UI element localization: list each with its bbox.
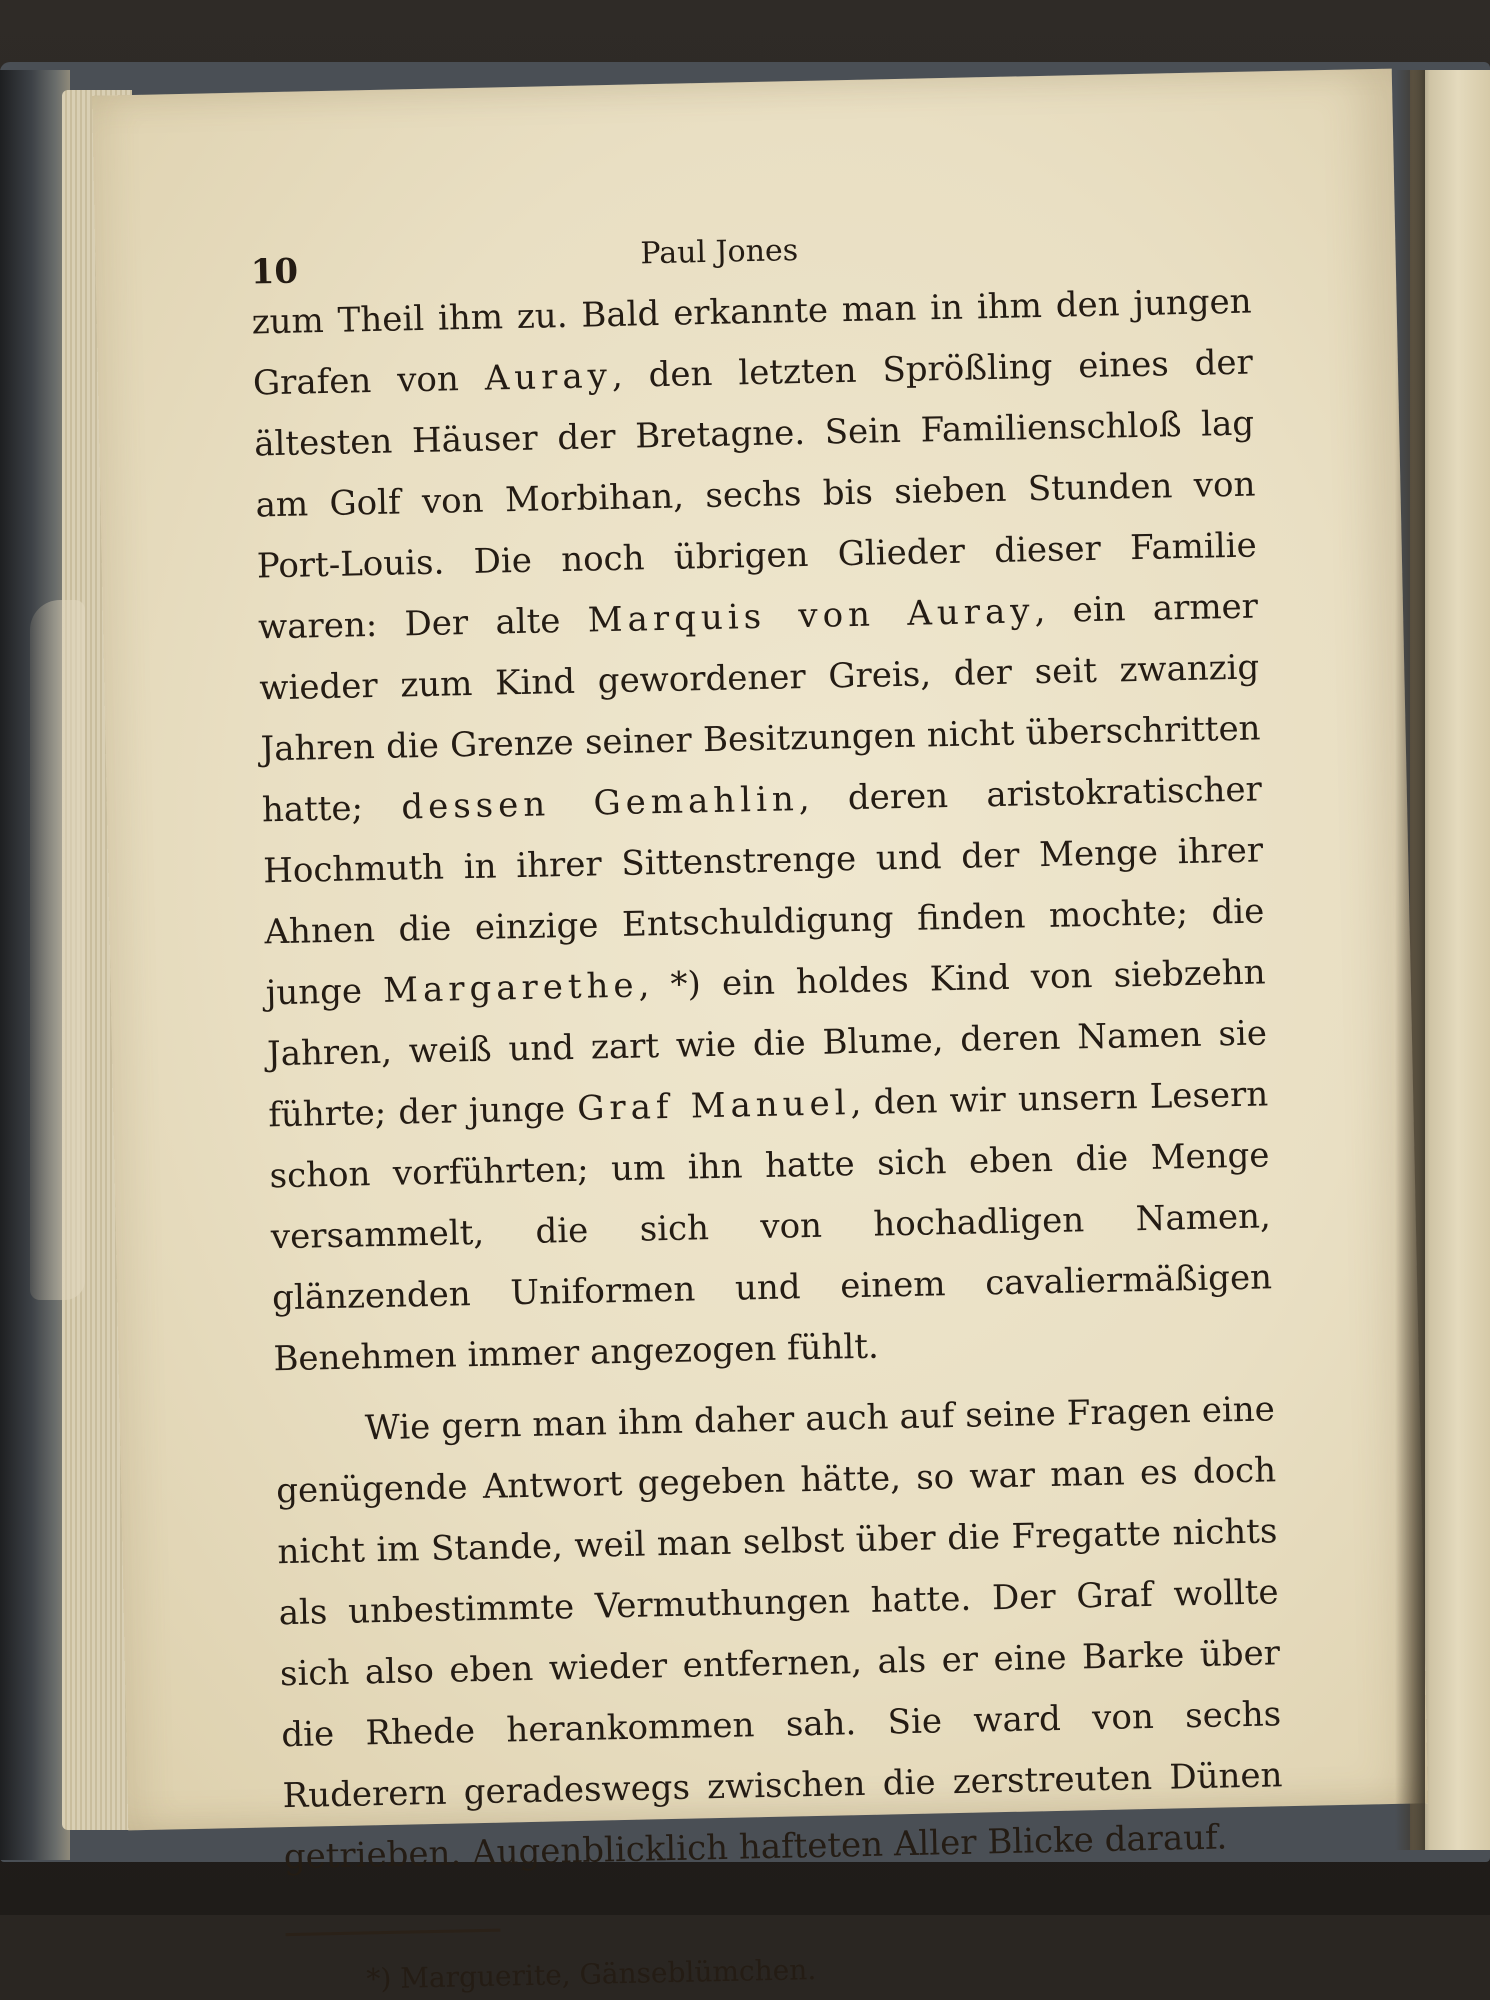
paragraph-1-part-1: zum Theil ihm zu. Bald erkannte man in ihm den jungen Grafen von	[251, 281, 1252, 404]
paragraph-1-part-3: , ein armer wieder zum Kind gewordener Greis, der seit zwanzig Jahren die Grenze seiner Besitzungen nicht überschritten hatte;	[259, 586, 1261, 831]
book-gutter-shadow	[1395, 70, 1425, 1850]
paragraph-1-part-6: , den wir unsern Lesern schon vorführten; um ihn hatte sich eben die Menge versammelt, die sich von hochadligen Namen, glänzenden Uniformen und einem cavaliermäßigen Benehmen immer angezogen fühlt.	[269, 1074, 1273, 1380]
paragraph-1-part-5: , *) ein holdes Kind von siebzehn Jahren, weiß und zart wie die Blume, deren Namen sie führte; der junge	[266, 952, 1268, 1136]
book-page	[92, 69, 1428, 1996]
footnote-rule	[285, 1929, 500, 1937]
paragraph-2: Wie gern man ihm daher auch auf seine Fragen eine genügende Antwort gegeben hätte, so war man es doch nicht im Stande, weil man selbst über die Fregatte nichts als unbestimmte Vermuthungen hatte. Der Graf wollte sich also eben wieder entfernen, als er eine Barke über die Rhede herankommen sah. Sie ward von sechs Ruderern geradeswegs zwischen die zerstreuten Dünen getrieben. Augenblicklich hafteten Aller Blicke darauf.	[275, 1389, 1283, 1878]
footnote: *) Marguerite, Gänseblümchen.	[366, 1953, 817, 1996]
paragraph-1-part-4: , deren aristokratischer Hochmuth in ihrer Sittenstrenge und der Menge ihrer Ahnen die einzige Entschuldigung finden mochte; die junge	[262, 769, 1265, 1014]
paragraph-1-part-2: , den letzten Sprößling eines der ältesten Häuser der Bretagne. Sein Familienschloß lag am Golf von Morbihan, sechs bis sieben Stunden von Port-Louis. Die noch übrigen Glieder dieser Familie waren: Der alte	[253, 342, 1258, 648]
name-margarethe: Margarethe	[382, 965, 639, 1011]
page-number: 10	[250, 251, 299, 293]
name-marquis: Marquis von Auray	[587, 591, 1035, 641]
page-text-block	[250, 212, 1287, 1998]
running-head: Paul Jones	[640, 233, 799, 272]
name-graf-manuel: Graf Manuel	[576, 1083, 851, 1129]
torn-page-edge	[30, 600, 85, 1300]
name-gemahlin: dessen Gemahlin	[400, 779, 800, 828]
paragraph-1	[251, 272, 1274, 1391]
name-auray: Auray	[484, 355, 613, 399]
